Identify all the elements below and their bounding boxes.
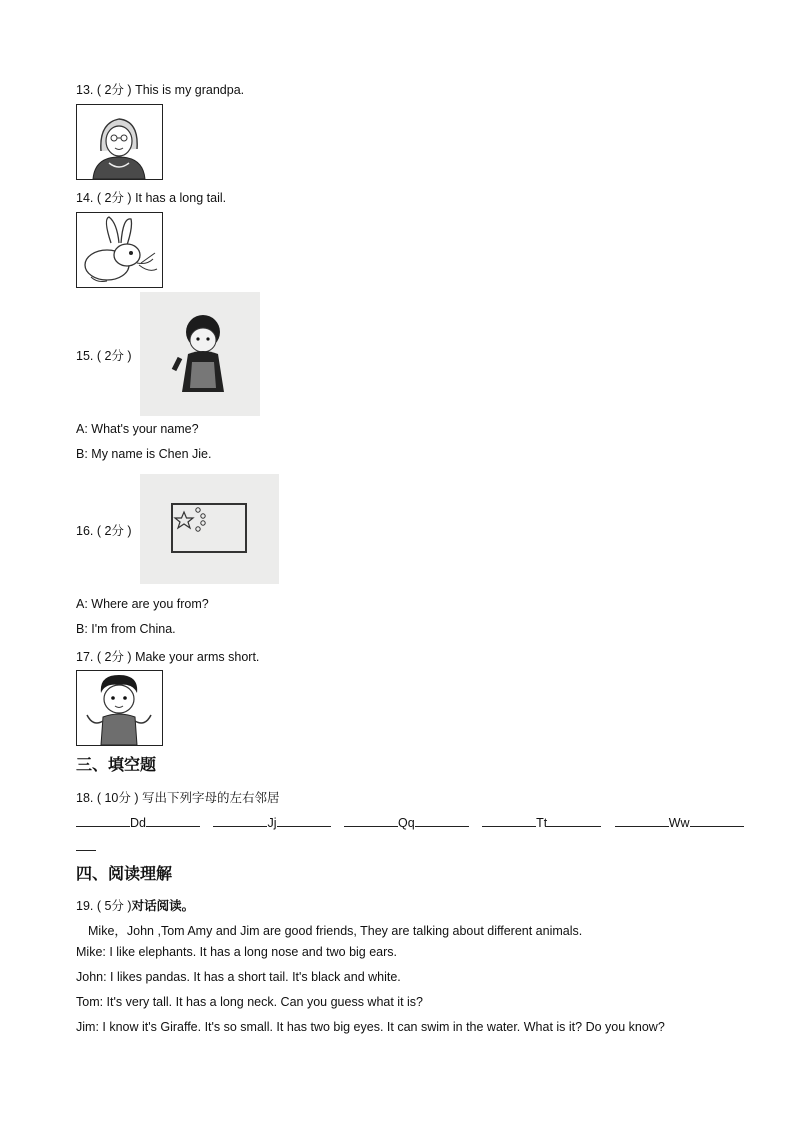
answer-blank[interactable] <box>344 815 398 827</box>
letter-label: Ww <box>668 816 690 830</box>
section-3-heading: 三、填空题 <box>76 755 157 774</box>
question-16 <box>76 521 132 539</box>
question-16-line-a: A: Where are you from? <box>76 597 209 611</box>
answer-blank[interactable] <box>277 815 331 827</box>
question-17 <box>76 647 259 665</box>
rabbit-picture <box>76 212 163 288</box>
letter-item <box>482 815 601 830</box>
answer-blank-wrap <box>76 839 96 854</box>
grandma-picture <box>76 104 163 180</box>
letter-item <box>213 815 330 830</box>
question-19-label: 对话阅读。 <box>131 899 195 913</box>
answer-blank[interactable] <box>547 815 601 827</box>
question-19-header <box>76 896 194 914</box>
question-15-line-b: B: My name is Chen Jie. <box>76 447 212 461</box>
question-17-text: Make your arms short. <box>135 650 260 664</box>
girl-picture <box>140 292 260 416</box>
question-18-instruction: 写出下列字母的左右邻居 <box>142 791 280 805</box>
letter-label: Dd <box>130 816 146 830</box>
answer-blank[interactable] <box>415 815 469 827</box>
passage-line: Tom: It's very tall. It has a long neck. Can you guess what it is? <box>76 995 423 1009</box>
question-16-line-b: B: I'm from China. <box>76 622 176 636</box>
question-18-header <box>76 788 280 806</box>
question-19-number: 19. ( 5分 ) <box>76 899 132 913</box>
answer-blank[interactable] <box>146 815 200 827</box>
answer-blank[interactable] <box>482 815 536 827</box>
question-15-number: 15. ( 2分 ) <box>76 349 132 363</box>
answer-blank[interactable] <box>76 839 96 851</box>
passage-intro: Mike，John ,Tom Amy and Jim are good friends, They are talking about different animals. <box>88 924 583 938</box>
letter-item <box>615 815 744 830</box>
question-18-number-label: 18. ( 10分 ) <box>76 791 139 805</box>
answer-blank[interactable] <box>76 815 130 827</box>
question-14 <box>76 188 226 206</box>
question-17-number: 17. ( 2分 ) <box>76 650 132 664</box>
passage-line: John: I likes pandas. It has a short tail. It's black and white. <box>76 970 401 984</box>
question-15 <box>76 346 132 364</box>
section-4-heading: 四、阅读理解 <box>76 864 173 883</box>
answer-blank[interactable] <box>615 815 669 827</box>
question-16-number: 16. ( 2分 ) <box>76 524 132 538</box>
answer-blank[interactable] <box>213 815 267 827</box>
question-13-text: This is my grandpa. <box>135 83 245 97</box>
letter-item <box>76 815 200 830</box>
flag-picture <box>140 474 279 584</box>
letter-neighbors-row <box>76 815 754 830</box>
question-13 <box>76 80 244 98</box>
question-14-text: It has a long tail. <box>135 191 227 205</box>
letter-label: Jj <box>267 816 277 830</box>
letter-label: Tt <box>536 816 548 830</box>
question-13-number: 13. ( 2分 ) <box>76 83 132 97</box>
question-14-number: 14. ( 2分 ) <box>76 191 132 205</box>
answer-blank[interactable] <box>690 815 744 827</box>
boy-picture <box>76 670 163 746</box>
passage-line: Mike: I like elephants. It has a long nose and two big ears. <box>76 945 398 959</box>
question-15-line-a: A: What's your name? <box>76 422 199 436</box>
letter-label: Qq <box>397 816 415 830</box>
letter-item <box>344 815 469 830</box>
passage-line: Jim: I know it's Giraffe. It's so small. It has two big eyes. It can swim in the water. What is it? Do you know? <box>76 1020 665 1034</box>
